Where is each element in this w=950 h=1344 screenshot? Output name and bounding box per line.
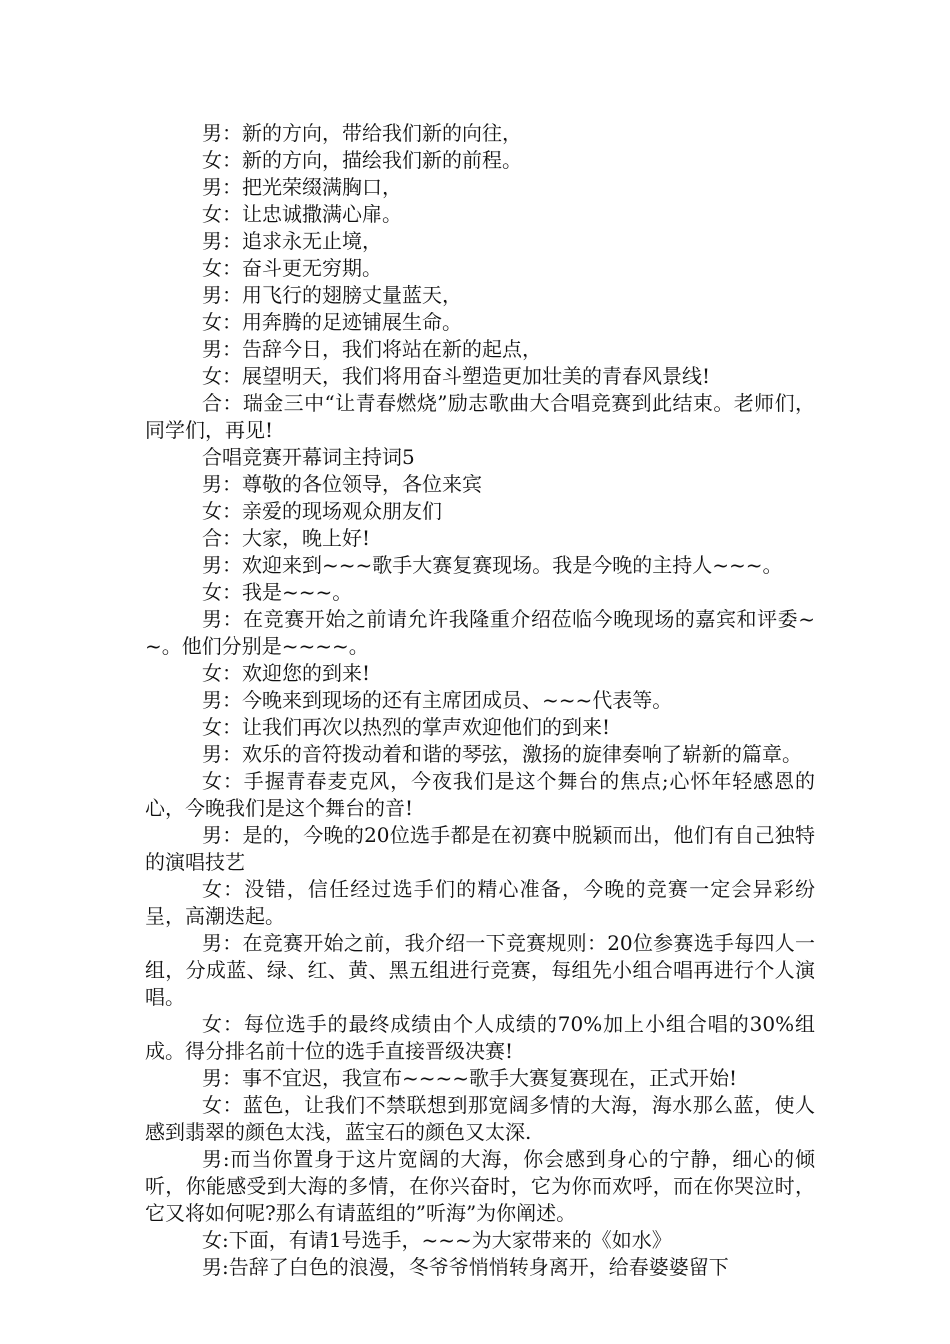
paragraph: 女：蓝色，让我们不禁联想到那宽阔多情的大海，海水那么蓝，使人感到翡翠的颜色太浅，蓝宝石的颜色又太深. (145, 1093, 815, 1144)
paragraph: 女：欢迎您的到来! (202, 661, 371, 685)
paragraph: 女：新的方向，描绘我们新的前程。 (202, 148, 522, 172)
paragraph: 男：尊敬的各位领导，各位来宾 (202, 472, 482, 496)
paragraph: 女：让忠诚撒满心扉。 (202, 202, 402, 226)
paragraph: 男:而当你置身于这片宽阔的大海，你会感到身心的宁静，细心的倾听，你能感受到大海的多情，在你兴奋时，它为你而欢呼，而在你哭泣时，它又将如何呢?那么有请蓝组的”听海”为你阐述。 (145, 1147, 815, 1225)
paragraph: 女：让我们再次以热烈的掌声欢迎他们的到来! (202, 715, 611, 739)
paragraph: 男：欢乐的音符拨动着和谐的琴弦，激扬的旋律奏响了崭新的篇章。 (202, 742, 802, 766)
paragraph: 女：奋斗更无穷期。 (202, 256, 382, 280)
paragraph: 合：瑞金三中“让青春燃烧”励志歌曲大合唱竞赛到此结束。老师们，同学们，再见! (145, 391, 815, 442)
paragraph: 男：告辞今日，我们将站在新的起点， (202, 337, 542, 361)
paragraph: 女：展望明天，我们将用奋斗塑造更加壮美的青春风景线! (202, 364, 711, 388)
paragraph: 女:下面，有请1号选手，~~~为大家带来的《如水》 (202, 1228, 672, 1252)
paragraph: 男：用飞行的翅膀丈量蓝天， (202, 283, 462, 307)
paragraph: 男:告辞了白色的浪漫，冬爷爷悄悄转身离开，给春婆婆留下 (202, 1255, 729, 1279)
paragraph: 女：手握青春麦克风，今夜我们是这个舞台的焦点;心怀年轻感恩的心，今晚我们是这个舞台的音! (145, 769, 815, 820)
paragraph: 女：亲爱的现场观众朋友们 (202, 499, 442, 523)
paragraph: 男：欢迎来到~~~歌手大赛复赛现场。我是今晚的主持人~~~。 (202, 553, 783, 577)
paragraph: 女：每位选手的最终成绩由个人成绩的70%加上小组合唱的30%组成。得分排名前十位的选手直接晋级决赛! (145, 1012, 815, 1063)
paragraph: 男：追求永无止境， (202, 229, 382, 253)
paragraph: 男：是的，今晚的20位选手都是在初赛中脱颖而出，他们有自己独特的演唱技艺 (145, 823, 815, 874)
paragraph: 男：在竞赛开始之前请允许我隆重介绍莅临今晚现场的嘉宾和评委~~。他们分别是~~~~。 (145, 607, 815, 658)
paragraph: 合：大家，晚上好! (202, 526, 371, 550)
document-body (145, 120, 815, 1281)
paragraph: 男：新的方向，带给我们新的向往， (202, 121, 522, 145)
paragraph: 女：没错，信任经过选手们的精心准备，今晚的竞赛一定会异彩纷呈，高潮迭起。 (145, 877, 815, 928)
paragraph: 男：在竞赛开始之前，我介绍一下竞赛规则：20位参赛选手每四人一组，分成蓝、绿、红、黄、黑五组进行竞赛，每组先小组合唱再进行个人演唱。 (145, 931, 815, 1009)
paragraph: 男：事不宜迟，我宣布~~~~歌手大赛复赛现在，正式开始! (202, 1066, 738, 1090)
paragraph: 男：把光荣缀满胸口， (202, 175, 402, 199)
section-heading: 合唱竞赛开幕词主持词5 (202, 445, 415, 469)
paragraph: 女：我是~~~。 (202, 580, 353, 604)
paragraph: 女：用奔腾的足迹铺展生命。 (202, 310, 462, 334)
paragraph: 男：今晚来到现场的还有主席团成员、~~~代表等。 (202, 688, 673, 712)
